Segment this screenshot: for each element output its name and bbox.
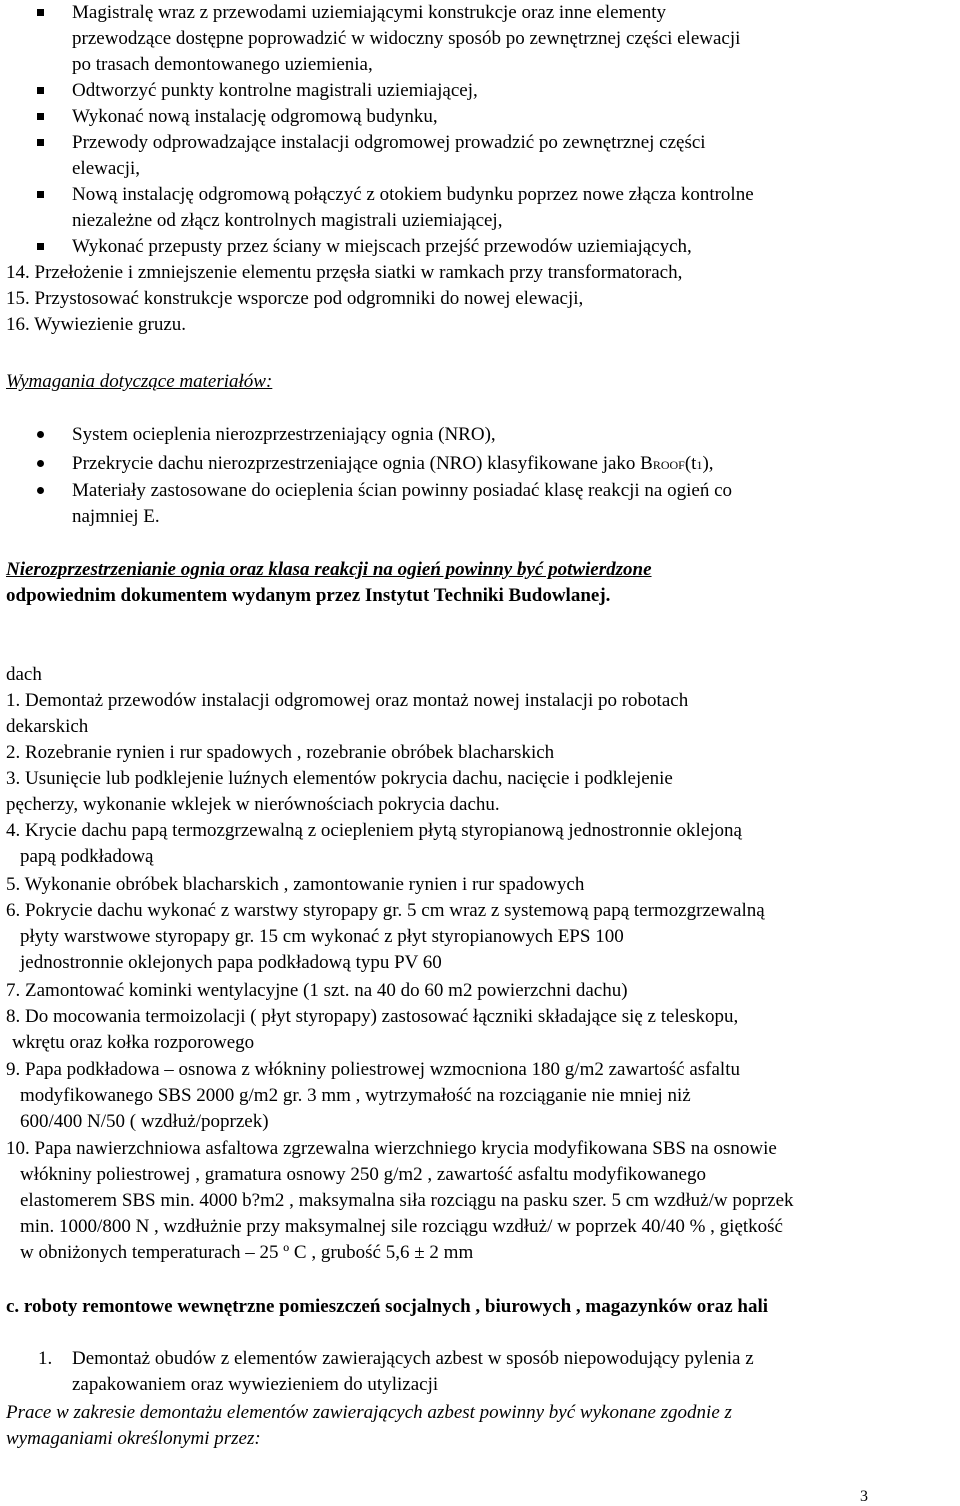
numbered-item: 16. Wywiezienie gruzu. bbox=[6, 314, 186, 335]
asbestos-note: Prace w zakresie demontażu elementów zawierających azbest powinny być wykonane zgodnie z bbox=[6, 1402, 732, 1423]
dach-line: elastomerem SBS min. 4000 b?m2 , maksymalna siła rozciągu na pasku szer. 5 cm wzdłuż/w poprzek bbox=[20, 1190, 794, 1211]
dach-line: 10. Papa nawierzchniowa asfaltowa zgrzewalna wierzchniego krycia modyfikowana SBS na osnowie bbox=[6, 1138, 777, 1159]
bullet-line: Magistralę wraz z przewodami uziemiającymi konstrukcje oraz inne elementy bbox=[72, 2, 667, 23]
round-bullet-icon bbox=[37, 487, 44, 494]
dach-line: 4. Krycie dachu papą termozgrzewalną z ociepleniem płytą styropianową jednostronnie oklejoną bbox=[6, 820, 742, 841]
square-bullet-icon bbox=[37, 191, 44, 198]
dach-line: 1. Demontaż przewodów instalacji odgromowej oraz montaż nowej instalacji po robotach bbox=[6, 690, 689, 711]
materials-item-text: Przekrycie dachu nierozprzestrzeniające ognia (NRO) klasyfikowane jako B bbox=[72, 453, 653, 474]
dach-heading: dach bbox=[6, 664, 42, 685]
materials-item bbox=[72, 451, 714, 478]
square-bullet-icon bbox=[37, 9, 44, 16]
section-c-heading: c. roboty remontowe wewnętrzne pomieszczeń socjalnych , biurowych , magazynków oraz hali bbox=[6, 1296, 769, 1317]
dach-line: dekarskich bbox=[6, 716, 89, 737]
dach-line: papą podkładową bbox=[20, 846, 154, 867]
bullet-line: przewodzące dostępne poprowadzić w widoczny sposób po zewnętrznej części elewacji bbox=[72, 28, 741, 49]
dach-line: 2. Rozebranie rynien i rur spadowych , rozebranie obróbek blacharskich bbox=[6, 742, 555, 763]
materials-item: Materiały zastosowane do ocieplenia ścian powinny posiadać klasę reakcji na ogień co bbox=[72, 480, 733, 501]
dach-line: pęcherzy, wykonanie wklejek w nierównościach pokrycia dachu. bbox=[6, 794, 500, 815]
numbered-item: 15. Przystosować konstrukcje wsporcze pod odgromniki do nowej elewacji, bbox=[6, 288, 584, 309]
materials-item-subscript: ROOF bbox=[652, 458, 685, 472]
dach-line: 9. Papa podkładowa – osnowa z włókniny poliestrowej wzmocniona 180 g/m2 zawartość asfaltu bbox=[6, 1059, 740, 1080]
dach-line: 3. Usunięcie lub podklejenie luźnych elementów pokrycia dachu, nacięcie i podklejenie bbox=[6, 768, 673, 789]
materials-item: System ocieplenia nierozprzestrzeniający ognia (NRO), bbox=[72, 424, 496, 445]
bullet-line: Przewody odprowadzające instalacji odgromowej prowadzić po zewnętrznej części bbox=[72, 132, 706, 153]
materials-item-text: (t bbox=[684, 453, 697, 474]
asbestos-note: wymaganiami określonymi przez: bbox=[6, 1428, 261, 1449]
dach-line: min. 1000/800 N , wzdłużnie przy maksymalnej sile rozciągu wzdłuż/ w poprzek 40/40 % , giętkość bbox=[20, 1216, 783, 1237]
asbestos-item: Demontaż obudów z elementów zawierających azbest w sposób niepowodujący pylenia z bbox=[72, 1348, 754, 1369]
bullet-line: Wykonać przepusty przez ściany w miejscach przejść przewodów uziemiających, bbox=[72, 236, 692, 257]
dach-line: jednostronnie oklejonych papa podkładową typu PV 60 bbox=[20, 952, 442, 973]
bullet-line: Odtworzyć punkty kontrolne magistrali uziemiającej, bbox=[72, 80, 478, 101]
materials-item: najmniej E. bbox=[72, 506, 160, 527]
square-bullet-icon bbox=[37, 113, 44, 120]
bullet-line: Nową instalację odgromową połączyć z otokiem budynku poprzez nowe złącza kontrolne bbox=[72, 184, 754, 205]
bullet-line: Wykonać nową instalację odgromową budynku, bbox=[72, 106, 438, 127]
dach-line: 600/400 N/50 ( wzdłuż/poprzek) bbox=[20, 1111, 269, 1132]
dach-line: wkrętu oraz kołka rozporowego bbox=[12, 1032, 255, 1053]
asbestos-item-number: 1. bbox=[38, 1348, 53, 1369]
dach-line: 8. Do mocowania termoizolacji ( płyt styropapy) zastosować łączniki składające się z teleskopu, bbox=[6, 1006, 739, 1027]
dach-line: płyty warstwowe styropapy gr. 15 cm wykonać z płyt styropianowych EPS 100 bbox=[20, 926, 624, 947]
dach-line: 6. Pokrycie dachu wykonać z warstwy styropapy gr. 5 cm wraz z systemową papą termozgrzewalną bbox=[6, 900, 765, 921]
square-bullet-icon bbox=[37, 87, 44, 94]
dach-line: 5. Wykonanie obróbek blacharskich , zamontowanie rynien i rur spadowych bbox=[6, 874, 585, 895]
round-bullet-icon bbox=[37, 431, 44, 438]
square-bullet-icon bbox=[37, 243, 44, 250]
numbered-item: 14. Przełożenie i zmniejszenie elementu przęsła siatki w ramkach przy transformatorach, bbox=[6, 262, 683, 283]
dach-line: modyfikowanego SBS 2000 g/m2 gr. 3 mm , wytrzymałość na rozciąganie nie mniej niż bbox=[20, 1085, 691, 1106]
dach-line: w obniżonych temperaturach – 25 º C , grubość 5,6 ± 2 mm bbox=[20, 1242, 474, 1263]
nro-note: odpowiednim dokumentem wydanym przez Instytut Techniki Budowlanej. bbox=[6, 585, 611, 606]
dach-line: 7. Zamontować kominki wentylacyjne (1 szt. na 40 do 60 m2 powierzchni dachu) bbox=[6, 980, 628, 1001]
bullet-line: po trasach demontowanego uziemienia, bbox=[72, 54, 373, 75]
round-bullet-icon bbox=[37, 460, 44, 467]
nro-note: Nierozprzestrzenianie ognia oraz klasa reakcji na ogień powinny być potwierdzone bbox=[6, 559, 652, 580]
bullet-line: elewacji, bbox=[72, 158, 141, 179]
square-bullet-icon bbox=[37, 139, 44, 146]
materials-item-subscript: 1 bbox=[696, 458, 703, 472]
dach-line: włókniny poliestrowej , gramatura osnowy 250 g/m2 , zawartość asfaltu modyfikowanego bbox=[20, 1164, 706, 1185]
materials-heading: Wymagania dotyczące materiałów: bbox=[6, 371, 273, 392]
bullet-line: niezależne od złącz kontrolnych magistrali uziemiającej, bbox=[72, 210, 503, 231]
asbestos-item: zapakowaniem oraz wywiezieniem do utylizacji bbox=[72, 1374, 439, 1395]
page-number: 3 bbox=[860, 1488, 868, 1505]
materials-item-text: ), bbox=[702, 453, 714, 474]
